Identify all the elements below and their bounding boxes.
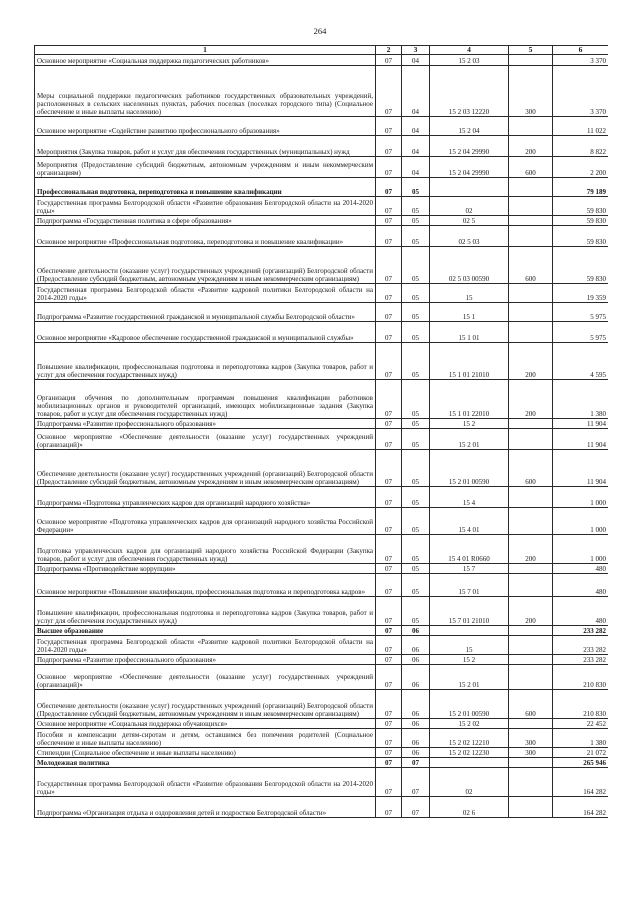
table-row [35, 197, 609, 216]
row-name-cell: Мероприятия (Предоставление субсидий бюджетным, автономным учреждениям и иным некоммерческим организациям) [35, 157, 376, 178]
table-row [35, 322, 609, 343]
section-code-cell: 07 [376, 303, 402, 322]
row-name-cell: Государственная программа Белгородской области «Развитие кадровой политики Белгородской области на 2014-2020 годы» [35, 636, 376, 655]
subsection-code-cell: 06 [402, 690, 430, 719]
table-row [35, 136, 609, 157]
target-article-cell: 15 2 [430, 655, 509, 665]
amount-cell: 11 022 [553, 117, 609, 136]
table-row [35, 55, 609, 66]
target-article-cell: 02 5 03 [430, 226, 509, 247]
expense-type-cell: 200 [509, 343, 553, 380]
amount-cell: 1 000 [553, 508, 609, 535]
target-article-cell: 15 2 01 [430, 665, 509, 690]
budget-table [34, 45, 608, 818]
table-row [35, 574, 609, 597]
subsection-code-cell: 05 [402, 574, 430, 597]
amount-cell: 8 822 [553, 136, 609, 157]
section-code-cell: 07 [376, 636, 402, 655]
row-name-cell: Подготовка управленческих кадров для организаций народного хозяйства Российской Федерации (Закупка товаров, работ и услуг для обеспечения государственных нужд) [35, 535, 376, 564]
table-row [35, 748, 609, 758]
row-name-cell: Подпрограмма «Организация отдыха и оздоровления детей и подростков Белгородской области» [35, 797, 376, 818]
subsection-code-cell: 07 [402, 758, 430, 768]
target-article-cell: 02 5 [430, 216, 509, 226]
section-code-cell: 07 [376, 574, 402, 597]
target-article-cell: 02 6 [430, 797, 509, 818]
target-article-cell: 15 2 [430, 419, 509, 429]
expense-type-cell [509, 655, 553, 665]
section-code-cell: 07 [376, 380, 402, 419]
expense-type-cell [509, 303, 553, 322]
amount-cell: 164 282 [553, 797, 609, 818]
section-code-cell: 07 [376, 665, 402, 690]
subsection-code-cell: 07 [402, 797, 430, 818]
expense-type-cell: 300 [509, 748, 553, 758]
budget-table-container [34, 45, 608, 901]
row-name-cell: Основное мероприятие «Кадровое обеспечение государственной гражданской и муниципальной службы» [35, 322, 376, 343]
row-name-cell: Основное мероприятие «Повышение квалификации, профессиональная подготовка и переподготовка кадров» [35, 574, 376, 597]
section-code-cell: 07 [376, 216, 402, 226]
target-article-cell: 15 4 [430, 487, 509, 508]
row-name-cell: Подпрограмма «Развитие государственной гражданской и муниципальной службы Белгородской области» [35, 303, 376, 322]
amount-cell: 1 000 [553, 487, 609, 508]
amount-cell: 1 380 [553, 729, 609, 748]
subsection-code-cell: 04 [402, 117, 430, 136]
amount-cell: 480 [553, 564, 609, 574]
amount-cell: 59 830 [553, 247, 609, 284]
expense-type-cell [509, 197, 553, 216]
subsection-code-cell: 06 [402, 636, 430, 655]
target-article-cell: 02 [430, 768, 509, 797]
row-name-cell: Обеспечение деятельности (оказание услуг) государственных учреждений (организаций) Белгородской области (Предоставление субсидий бюджетным, автономным учреждениям и иным некоммерческим организациям) [35, 247, 376, 284]
table-row [35, 597, 609, 626]
expense-type-cell [509, 758, 553, 768]
subsection-code-cell: 06 [402, 719, 430, 729]
table-row [35, 690, 609, 719]
row-name-cell: Государственная программа Белгородской области «Развитие образования Белгородской области на 2014-2020 годы» [35, 768, 376, 797]
subsection-code-cell: 05 [402, 284, 430, 303]
subsection-code-cell: 06 [402, 748, 430, 758]
row-name-cell: Повышение квалификации, профессиональная подготовка и переподготовка кадров (Закупка товаров, работ и услуг для обеспечения государственных нужд) [35, 597, 376, 626]
table-row [35, 247, 609, 284]
amount-cell: 79 189 [553, 178, 609, 197]
subsection-code-cell: 05 [402, 216, 430, 226]
subsection-code-cell: 06 [402, 655, 430, 665]
section-code-cell: 07 [376, 197, 402, 216]
expense-type-cell [509, 419, 553, 429]
table-row [35, 216, 609, 226]
section-code-cell: 07 [376, 797, 402, 818]
row-name-cell: Меры социальной поддержки педагогических работников государственных образовательных учреждений, расположенных в сельских населенных пунктах, рабочих поселках (поселках городского типа) (Социальное обеспечение и иные выплаты населению) [35, 66, 376, 117]
section-row [35, 178, 609, 197]
header-cell: 6 [553, 46, 609, 55]
subsection-code-cell: 05 [402, 450, 430, 487]
section-code-cell: 07 [376, 748, 402, 758]
table-row [35, 636, 609, 655]
subsection-code-cell: 04 [402, 66, 430, 117]
row-name-cell: Пособия и компенсации детям-сиротам и детям, оставшимся без попечения родителей (Социальное обеспечение и иные выплаты населению) [35, 729, 376, 748]
amount-cell: 59 830 [553, 226, 609, 247]
row-name-cell: Основное мероприятие «Содействие развитию профессионального образования» [35, 117, 376, 136]
section-code-cell: 07 [376, 729, 402, 748]
expense-type-cell: 600 [509, 450, 553, 487]
table-row [35, 226, 609, 247]
target-article-cell: 15 7 01 [430, 574, 509, 597]
amount-cell: 4 595 [553, 343, 609, 380]
table-row [35, 117, 609, 136]
row-name-cell: Организация обучения по дополнительным программам повышения квалификации работников мобилизационных органов и руководителей организаций, имеющих мобилизационные задания (Закупка товаров, работ и услуг для обеспечения государственных нужд) [35, 380, 376, 419]
amount-cell: 233 282 [553, 636, 609, 655]
amount-cell: 11 904 [553, 429, 609, 450]
target-article-cell: 02 [430, 197, 509, 216]
header-cell: 3 [402, 46, 430, 55]
amount-cell: 210 830 [553, 690, 609, 719]
amount-cell: 11 904 [553, 450, 609, 487]
section-row [35, 758, 609, 768]
table-row [35, 564, 609, 574]
row-name-cell: Обеспечение деятельности (оказание услуг) государственных учреждений (организаций) Белгородской области (Предоставление субсидий бюджетным, автономным учреждениям и иным некоммерческим организациям) [35, 450, 376, 487]
amount-cell: 59 830 [553, 197, 609, 216]
target-article-cell: 15 1 [430, 303, 509, 322]
expense-type-cell: 200 [509, 380, 553, 419]
subsection-code-cell: 05 [402, 247, 430, 284]
target-article-cell: 15 2 02 12210 [430, 729, 509, 748]
expense-type-cell [509, 178, 553, 197]
row-name-cell: Обеспечение деятельности (оказание услуг) государственных учреждений (организаций) Белгородской области (Предоставление субсидий бюджетным, автономным учреждениям и иным некоммерческим организациям) [35, 690, 376, 719]
row-name-cell: Подпрограмма «Государственная политика в сфере образования» [35, 216, 376, 226]
section-code-cell: 07 [376, 597, 402, 626]
amount-cell: 11 904 [553, 419, 609, 429]
amount-cell: 210 830 [553, 665, 609, 690]
table-row [35, 66, 609, 117]
subsection-code-cell: 05 [402, 178, 430, 197]
section-code-cell: 07 [376, 157, 402, 178]
expense-type-cell [509, 117, 553, 136]
subsection-code-cell: 05 [402, 322, 430, 343]
table-row [35, 768, 609, 797]
expense-type-cell: 300 [509, 729, 553, 748]
page-number: 264 [313, 26, 327, 36]
target-article-cell: 15 2 03 [430, 55, 509, 66]
section-code-cell: 07 [376, 55, 402, 66]
subsection-code-cell: 05 [402, 226, 430, 247]
subsection-code-cell: 05 [402, 343, 430, 380]
amount-cell: 22 452 [553, 719, 609, 729]
expense-type-cell [509, 665, 553, 690]
section-code-cell: 07 [376, 419, 402, 429]
row-name-cell: Повышение квалификации, профессиональная подготовка и переподготовка кадров (Закупка товаров, работ и услуг для обеспечения государственных нужд) [35, 343, 376, 380]
table-row [35, 343, 609, 380]
subsection-code-cell: 05 [402, 597, 430, 626]
table-row [35, 719, 609, 729]
subsection-code-cell: 04 [402, 55, 430, 66]
target-article-cell: 15 2 04 29990 [430, 157, 509, 178]
section-code-cell: 07 [376, 768, 402, 797]
section-code-cell: 07 [376, 626, 402, 636]
row-name-cell: Основное мероприятие «Социальная поддержка обучающихся» [35, 719, 376, 729]
target-article-cell: 15 1 01 22010 [430, 380, 509, 419]
table-row [35, 729, 609, 748]
section-code-cell: 07 [376, 450, 402, 487]
table-row [35, 157, 609, 178]
row-name-cell: Основное мероприятие «Подготовка управленческих кадров для организаций народного хозяйства Российской Федерации» [35, 508, 376, 535]
row-name-cell: Подпрограмма «Подготовка управленческих кадров для организаций народного хозяйства» [35, 487, 376, 508]
amount-cell: 3 370 [553, 55, 609, 66]
amount-cell: 59 830 [553, 216, 609, 226]
expense-type-cell [509, 768, 553, 797]
table-row [35, 429, 609, 450]
amount-cell: 2 200 [553, 157, 609, 178]
subsection-code-cell: 05 [402, 419, 430, 429]
section-code-cell: 07 [376, 655, 402, 665]
target-article-cell: 15 7 [430, 564, 509, 574]
expense-type-cell [509, 216, 553, 226]
target-article-cell: 15 2 02 [430, 719, 509, 729]
amount-cell: 21 072 [553, 748, 609, 758]
target-article-cell: 15 2 02 12230 [430, 748, 509, 758]
row-name-cell: Основное мероприятие «Обеспечение деятельности (оказание услуг) государственных учреждений (организаций)» [35, 429, 376, 450]
subsection-code-cell: 05 [402, 429, 430, 450]
table-row [35, 508, 609, 535]
section-code-cell: 07 [376, 690, 402, 719]
table-row [35, 380, 609, 419]
amount-cell: 233 282 [553, 655, 609, 665]
row-name-cell: Молодежная политика [35, 758, 376, 768]
section-code-cell: 07 [376, 535, 402, 564]
row-name-cell: Подпрограмма «Развитие профессионального образования» [35, 419, 376, 429]
table-row [35, 303, 609, 322]
subsection-code-cell: 05 [402, 380, 430, 419]
section-row [35, 626, 609, 636]
target-article-cell: 15 1 01 21010 [430, 343, 509, 380]
row-name-cell: Государственная программа Белгородской области «Развитие кадровой политики Белгородской области на 2014-2020 годы» [35, 284, 376, 303]
row-name-cell: Государственная программа Белгородской области «Развитие образования Белгородской области на 2014-2020 годы» [35, 197, 376, 216]
section-code-cell: 07 [376, 66, 402, 117]
target-article-cell: 15 [430, 636, 509, 655]
row-name-cell: Основное мероприятие «Профессиональная подготовка, переподготовка и повышение квалификации» [35, 226, 376, 247]
expense-type-cell [509, 564, 553, 574]
target-article-cell [430, 178, 509, 197]
expense-type-cell [509, 284, 553, 303]
subsection-code-cell: 05 [402, 508, 430, 535]
row-name-cell: Высшее образование [35, 626, 376, 636]
subsection-code-cell: 06 [402, 665, 430, 690]
row-name-cell: Основное мероприятие «Социальная поддержка педагогических работников» [35, 55, 376, 66]
header-cell: 4 [430, 46, 509, 55]
subsection-code-cell: 07 [402, 768, 430, 797]
target-article-cell: 15 2 03 12220 [430, 66, 509, 117]
expense-type-cell [509, 429, 553, 450]
header-cell: 5 [509, 46, 553, 55]
section-code-cell: 07 [376, 429, 402, 450]
target-article-cell [430, 626, 509, 636]
section-code-cell: 07 [376, 284, 402, 303]
section-code-cell: 07 [376, 247, 402, 284]
amount-cell: 1 380 [553, 380, 609, 419]
amount-cell: 19 359 [553, 284, 609, 303]
table-row [35, 419, 609, 429]
target-article-cell: 02 5 03 00590 [430, 247, 509, 284]
row-name-cell: Основное мероприятие «Обеспечение деятельности (оказание услуг) государственных учреждений (организаций)» [35, 665, 376, 690]
expense-type-cell: 200 [509, 535, 553, 564]
expense-type-cell [509, 322, 553, 343]
table-row [35, 450, 609, 487]
target-article-cell: 15 [430, 284, 509, 303]
section-code-cell: 07 [376, 719, 402, 729]
expense-type-cell [509, 226, 553, 247]
table-row [35, 284, 609, 303]
target-article-cell: 15 7 01 21010 [430, 597, 509, 626]
header-cell: 2 [376, 46, 402, 55]
amount-cell: 1 000 [553, 535, 609, 564]
expense-type-cell [509, 574, 553, 597]
expense-type-cell [509, 636, 553, 655]
target-article-cell: 15 2 01 00590 [430, 690, 509, 719]
expense-type-cell [509, 797, 553, 818]
row-name-cell: Подпрограмма «Развитие профессионального образования» [35, 655, 376, 665]
header-cell: 1 [35, 46, 376, 55]
target-article-cell: 15 1 01 [430, 322, 509, 343]
table-row [35, 665, 609, 690]
expense-type-cell: 300 [509, 66, 553, 117]
subsection-code-cell: 04 [402, 157, 430, 178]
amount-cell: 480 [553, 574, 609, 597]
expense-type-cell [509, 626, 553, 636]
subsection-code-cell: 05 [402, 303, 430, 322]
amount-cell: 5 975 [553, 322, 609, 343]
table-row [35, 487, 609, 508]
subsection-code-cell: 06 [402, 729, 430, 748]
subsection-code-cell: 05 [402, 487, 430, 508]
table-row [35, 655, 609, 665]
table-header-row [35, 46, 609, 55]
section-code-cell: 07 [376, 343, 402, 380]
row-name-cell: Профессиональная подготовка, переподготовка и повышение квалификации [35, 178, 376, 197]
amount-cell: 5 975 [553, 303, 609, 322]
section-code-cell: 07 [376, 178, 402, 197]
section-code-cell: 07 [376, 117, 402, 136]
amount-cell: 265 946 [553, 758, 609, 768]
amount-cell: 233 282 [553, 626, 609, 636]
section-code-cell: 07 [376, 136, 402, 157]
expense-type-cell [509, 719, 553, 729]
section-code-cell: 07 [376, 508, 402, 535]
amount-cell: 480 [553, 597, 609, 626]
amount-cell: 164 282 [553, 768, 609, 797]
expense-type-cell: 600 [509, 247, 553, 284]
section-code-cell: 07 [376, 226, 402, 247]
subsection-code-cell: 05 [402, 564, 430, 574]
row-name-cell: Стипендии (Социальное обеспечение и иные выплаты населению) [35, 748, 376, 758]
subsection-code-cell: 04 [402, 136, 430, 157]
target-article-cell: 15 2 04 29990 [430, 136, 509, 157]
expense-type-cell: 600 [509, 690, 553, 719]
subsection-code-cell: 05 [402, 535, 430, 564]
section-code-cell: 07 [376, 564, 402, 574]
expense-type-cell [509, 55, 553, 66]
target-article-cell: 15 2 01 [430, 429, 509, 450]
section-code-cell: 07 [376, 322, 402, 343]
expense-type-cell: 600 [509, 157, 553, 178]
target-article-cell: 15 4 01 [430, 508, 509, 535]
expense-type-cell [509, 487, 553, 508]
section-code-cell: 07 [376, 487, 402, 508]
target-article-cell [430, 758, 509, 768]
target-article-cell: 15 2 01 00590 [430, 450, 509, 487]
row-name-cell: Подпрограмма «Противодействие коррупции» [35, 564, 376, 574]
target-article-cell: 15 2 04 [430, 117, 509, 136]
section-code-cell: 07 [376, 758, 402, 768]
expense-type-cell: 200 [509, 597, 553, 626]
target-article-cell: 15 4 01 R0660 [430, 535, 509, 564]
table-row [35, 535, 609, 564]
table-row [35, 797, 609, 818]
row-name-cell: Мероприятия (Закупка товаров, работ и услуг для обеспечения государственных (муниципальных) нужд [35, 136, 376, 157]
expense-type-cell: 200 [509, 136, 553, 157]
expense-type-cell [509, 508, 553, 535]
amount-cell: 3 370 [553, 66, 609, 117]
subsection-code-cell: 06 [402, 626, 430, 636]
subsection-code-cell: 05 [402, 197, 430, 216]
